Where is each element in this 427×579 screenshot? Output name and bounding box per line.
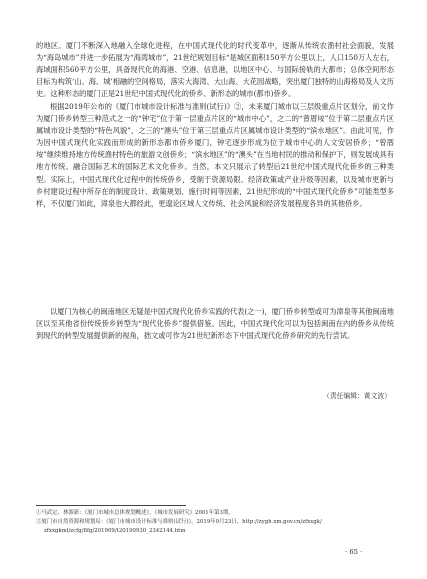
footnote-2: ②厦门市自然资源和规划局：《厦门市城市设计标准与准则(试行)》，2019年9月23日，http://zygh.xm.gov.cn/zfxxgk/ bbox=[36, 519, 322, 525]
page-number: · 65 · bbox=[345, 548, 363, 556]
footnotes bbox=[36, 509, 396, 536]
editor-note: （责任编辑：黄文波） bbox=[323, 392, 391, 400]
footnote-1: ①马武定、林源新：《厦门市城市总体规划概述》，《城市发展研究》2001年第3期。 bbox=[36, 510, 234, 516]
body-paragraph-2: 根据2019年公布的《厦门市城市设计标准与准则(试行)》②，未来厦门城市以三层级重点片区划分，前文作为厦门侨乡转型三种范式之一的“钟宅”位于第一层重点片区的“城市中心”，之二的“曾厝垵”位于第二层重点片区属城市设计类型的“特色风貌”，之三的“澳头”位于第三层重点片区属城市设计类型的“滨水地区”。由此可见，作为因中国式现代化实践而形成的新形态都市侨乡厦门，钟宅逐步形成为位于城市中心的人文安居侨乡；“曾厝垵”继续维持地方传统渔村特色的旅游文创侨乡；“滨水地区”的“澳头”在当地村民的推动和保护下，则发展成具有地方传统、融合国际艺术的国际艺术文化侨乡。当然，本文只展示了转型后21世纪中国式现代化侨乡的三种类型。实际上，中国式现代化过程中的传统侨乡，受制于资源局限、经济政策或产业升级等因素，以及城市更新与乡村建设过程中所存在的制度设计、政策规划、施行时间等因素，21世纪形成的“中国式现代化侨乡”可能类型多样，不仅厦门如此，漳泉也大都经此，更遑论区域人文传统、社会风貌和经济发展程度各异的其他侨乡。 bbox=[36, 102, 394, 208]
footnote-divider bbox=[36, 505, 186, 506]
footnote-2-url-continued: zfxxgkml/zcfg/flfg/201909/t20190930_2342144.htm bbox=[44, 528, 186, 534]
body-paragraph-1: 的地区。厦门不断深入地融入全球化进程，在中国式现代化的时代变革中，逐渐从传统农渔村社会面貌，发展为“海岛城市”并进一步拓展为“海湾城市”，21世纪规划目标“是城区面积150平方公里以上，人口150万人左右，海域面积560平方公里，具备现代化的海港、空港、信息港，以地区中心、与国际接轨的大都市；总体空间形态目标为构筑‘山、海、城’相融的空间格局，落实大海湾、大山海、大花园战略，突出厦门独特的山海格局及人文历史。这种形态的厦门正是21世纪中国式现代化的侨乡、新形态的城市(都市)侨乡。 bbox=[36, 41, 394, 99]
body-paragraph-3: 以厦门为核心的闽南地区无疑是中国式现代化侨乡实践的代表(之一)，厦门侨乡转型或可为漳泉等其他闽南地区以至其他省份传统侨乡转型为“现代化侨乡”提供借鉴。因此，中国式现代化可以为包括闽南在内的侨乡从传统到现代的转型发展提供新的视角，拙文或可作为21世纪新形态下中国式现代化侨乡研究的先行尝试。 bbox=[36, 307, 394, 341]
